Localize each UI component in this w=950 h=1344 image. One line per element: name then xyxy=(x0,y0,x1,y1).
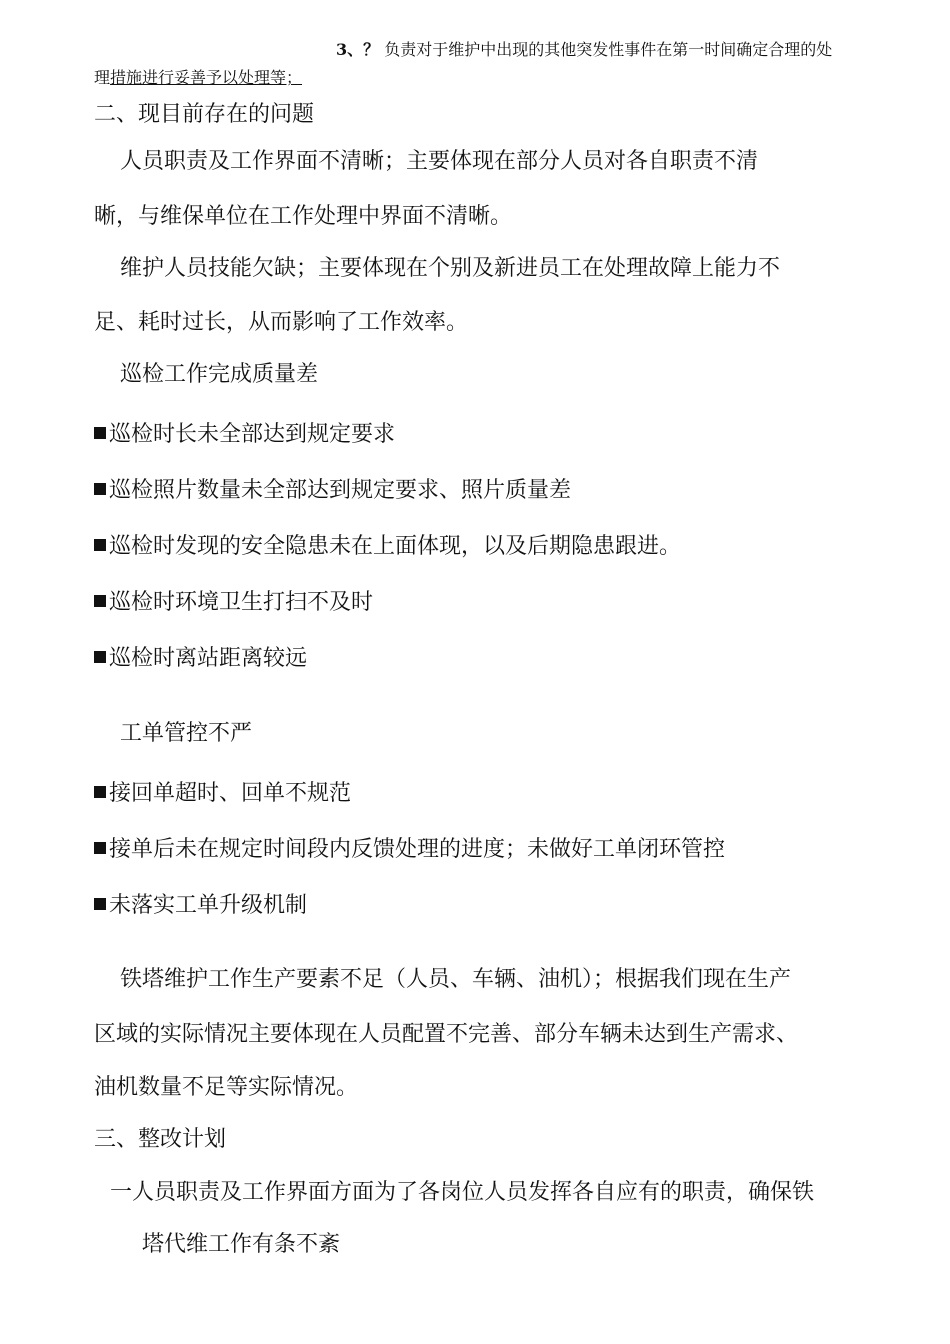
square-bullet-icon xyxy=(94,483,106,495)
list-item: 巡检时环境卫生打扫不及时 xyxy=(94,588,373,618)
top-fragment-text: 负责对于维护中出现的其他突发性事件在第一时间确定合理的处 xyxy=(384,40,833,59)
plan-item1-line1: 一人员职责及工作界面方面为了各岗位人员发挥各自应有的职责，确保铁 xyxy=(110,1180,815,1205)
square-bullet-icon xyxy=(94,595,106,607)
list-item: 接回单超时、回单不规范 xyxy=(94,779,351,809)
inspection-title: 巡检工作完成质量差 xyxy=(120,362,319,387)
list-item: 巡检时离站距离较远 xyxy=(94,644,307,674)
square-bullet-icon xyxy=(94,539,106,551)
continuation-underlined: 措施进行妥善予以处理等； xyxy=(110,68,303,87)
square-bullet-icon xyxy=(94,651,106,663)
paragraph-factors-line3: 油机数量不足等实际情况。 xyxy=(94,1075,359,1100)
paragraph-factors-line1: 铁塔维护工作生产要素不足（人员、车辆、油机）；根据我们现在生产 xyxy=(120,967,792,992)
paragraph-duty-line2: 晰，与维保单位在工作处理中界面不清晰。 xyxy=(94,204,513,229)
paragraph-factors-line2: 区域的实际情况主要体现在人员配置不完善、部分车辆未达到生产需求、 xyxy=(94,1022,799,1047)
top-fragment-continuation xyxy=(94,66,302,90)
workorder-title: 工单管控不严 xyxy=(120,721,253,746)
list-item: 接单后未在规定时间段内反馈处理的进度；未做好工单闭环管控 xyxy=(94,835,725,865)
square-bullet-icon xyxy=(94,898,106,910)
square-bullet-icon xyxy=(94,786,106,798)
square-bullet-icon xyxy=(94,842,106,854)
section-heading-problems: 二、现目前存在的问题 xyxy=(94,102,315,127)
list-item: 未落实工单升级机制 xyxy=(94,891,307,921)
item-number: 3、？ xyxy=(336,40,380,59)
continuation-plain: 理 xyxy=(94,68,111,87)
list-item: 巡检照片数量未全部达到规定要求、照片质量差 xyxy=(94,476,571,506)
list-item: 巡检时长未全部达到规定要求 xyxy=(94,420,395,450)
paragraph-skills-line1: 维护人员技能欠缺；主要体现在个别及新进员工在处理故障上能力不 xyxy=(120,256,781,281)
paragraph-skills-line2: 足、耗时过长，从而影响了工作效率。 xyxy=(94,310,469,335)
square-bullet-icon xyxy=(94,427,106,439)
section-heading-plan: 三、整改计划 xyxy=(94,1127,227,1152)
plan-item1-line2: 塔代维工作有条不紊 xyxy=(142,1232,341,1257)
top-fragment-line xyxy=(336,38,832,62)
list-item: 巡检时发现的安全隐患未在上面体现，以及后期隐患跟进。 xyxy=(94,532,681,562)
paragraph-duty-line1: 人员职责及工作界面不清晰；主要体现在部分人员对各自职责不清 xyxy=(120,149,759,174)
